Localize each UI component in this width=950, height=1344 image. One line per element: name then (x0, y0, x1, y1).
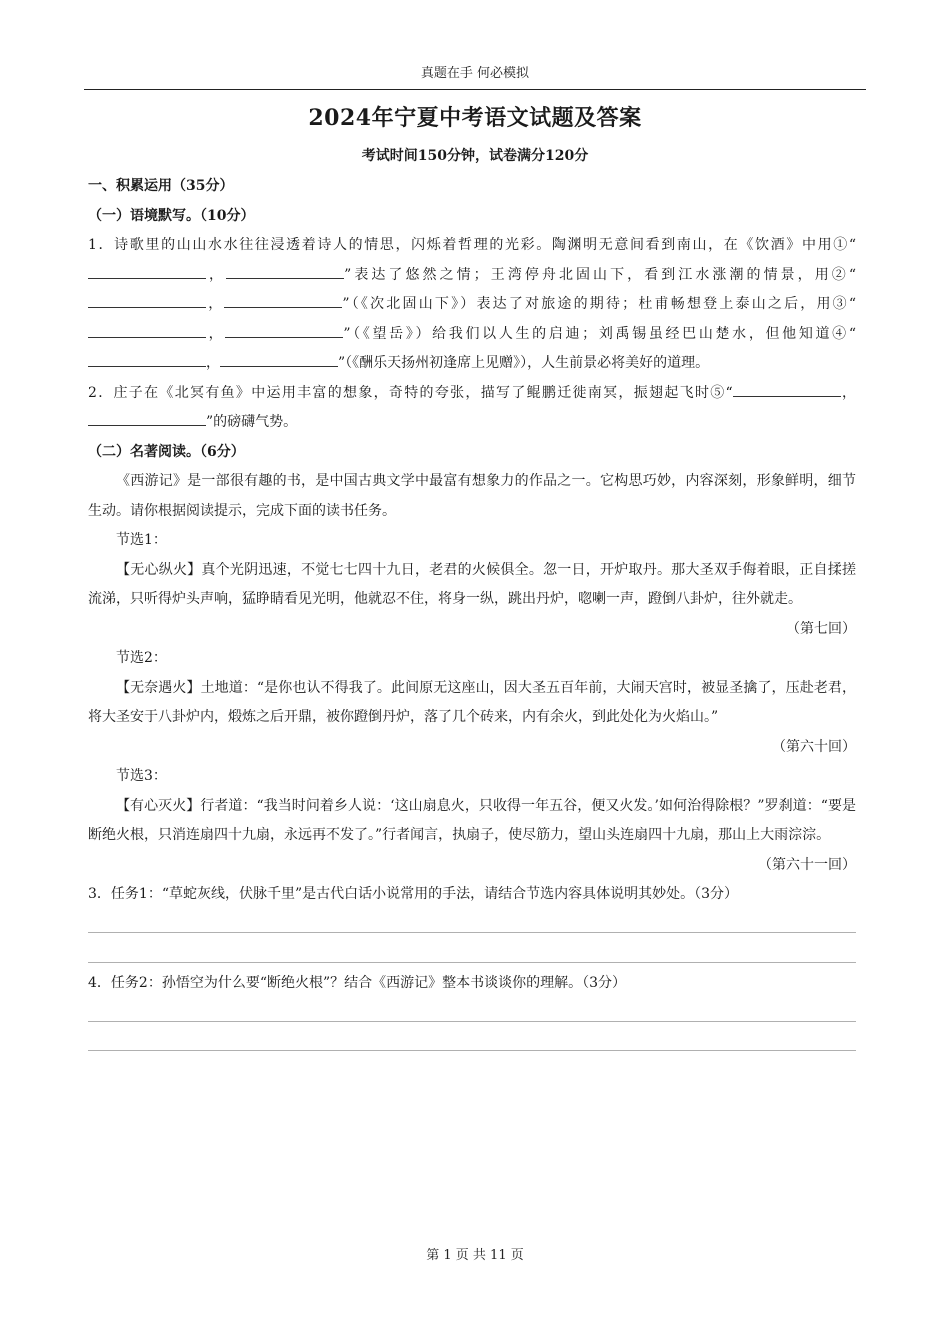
answer-blank[interactable] (88, 263, 206, 279)
question-2 (88, 379, 856, 438)
answer-line[interactable] (88, 939, 856, 969)
question-text: ， (840, 384, 857, 401)
question-3: 3．任务1：“草蛇灰线，伏脉千里”是古代白话小说常用的手法，请结合节选内容具体说明其妙处。（3分） (88, 886, 739, 902)
excerpt-text (88, 556, 856, 615)
answer-blank[interactable] (224, 292, 342, 308)
answer-blank[interactable] (88, 351, 206, 367)
exam-content (88, 172, 856, 1057)
section-heading: 一、积累运用（35分） (88, 178, 234, 194)
exam-title: 2024年宁夏中考语文试题及答案 (308, 105, 642, 131)
excerpt-tag: 【无奈遇火】 (116, 679, 201, 696)
excerpt-body: 行者道：“我当时问着乡人说：‘这山扇息火，只收得一年五谷，便又火发。’如何治得除根？”罗刹道：“要是断绝火根，只消连扇四十九扇，永远再不发了。”行者闻言，执扇子，使尽筋力，望山头连扇四十九扇，那山上大雨淙淙。 (88, 797, 857, 843)
question-1 (88, 231, 856, 379)
excerpt-label: 节选3： (116, 768, 167, 784)
question-text: ”（《望岳》）给我们以人生的启迪；刘禹锡虽经巴山楚水，但他知道④“ (343, 325, 856, 342)
page-footer: 第 1 页 共 11 页 (426, 1248, 524, 1263)
excerpt-text (88, 792, 856, 851)
question-text: ， (206, 355, 220, 371)
excerpt-text (88, 674, 856, 733)
question-text: ”的磅礴气势。 (206, 414, 298, 430)
excerpt-label: 节选1： (116, 532, 167, 548)
answer-line[interactable] (88, 1028, 856, 1058)
excerpt-label: 节选2： (116, 650, 167, 666)
exam-subtitle: 考试时间150分钟，试卷满分120分 (361, 148, 589, 164)
excerpt-source: （第六十回） (772, 738, 856, 755)
excerpt-body: 真个光阴迅速，不觉七七四十九日，老君的火候俱全。忽一日，开炉取丹。那大圣双手侮着眼，正自揉搓流涕，只听得炉头声响，猛睁睛看见光明，他就忍不住，将身一纵，跳出丹炉，唿喇一声，蹬倒八卦炉，往外就走。 (88, 561, 857, 607)
question-text: ， (206, 266, 227, 283)
question-text: 2．庄子在《北冥有鱼》中运用丰富的想象，奇特的夸张，描写了鲲鹏迁徙南冥，振翅起飞时⑤“ (88, 384, 733, 401)
excerpt-source: （第七回） (786, 620, 856, 637)
reading-intro: 《西游记》是一部很有趣的书，是中国古典文学中最富有想象力的作品之一。它构思巧妙，内容深刻，形象鲜明，细节生动。请你根据阅读提示，完成下面的读书任务。 (88, 473, 856, 519)
answer-blank[interactable] (226, 263, 344, 279)
answer-blank[interactable] (88, 322, 206, 338)
part-heading: （二）名著阅读。（6分） (88, 443, 245, 460)
page-header-slogan: 真题在手 何必模拟 (420, 66, 530, 81)
excerpt-body: 土地道：“是你也认不得我了。此间原无这座山，因大圣五百年前，大闹天宫时，被显圣擒了，压赴老君，将大圣安于八卦炉内，煅炼之后开鼎，被你蹬倒丹炉，落了几个砖来，内有余火，到此处化为火焰山。” (88, 679, 857, 725)
question-text: ”表达了悠然之情；王湾停舟北固山下，看到江水涨潮的情景，用②“ (344, 266, 856, 283)
question-text: ”（《次北固山下》）表达了对旅途的期待；杜甫畅想登上泰山之后，用③“ (342, 296, 857, 312)
answer-blank[interactable] (225, 322, 343, 338)
answer-blank[interactable] (88, 292, 206, 308)
question-text: ， (206, 325, 226, 342)
excerpt-tag: 【无心纵火】 (116, 561, 202, 578)
excerpt-tag: 【有心灭火】 (116, 797, 201, 814)
answer-blank[interactable] (733, 381, 787, 397)
question-text: 1．诗歌里的山山水水往往浸透着诗人的情思，闪烁着哲理的光彩。陶渊明无意间看到南山，在《饮酒》中用①“ (88, 237, 856, 253)
answer-blank[interactable] (220, 351, 338, 367)
answer-blank[interactable] (787, 381, 841, 397)
answer-line[interactable] (88, 910, 856, 940)
header-divider (84, 89, 866, 90)
question-text: ”（《酬乐天扬州初逢席上见赠》），人生前景必将美好的道理。 (338, 355, 710, 371)
question-4: 4．任务2：孙悟空为什么要“断绝火根”？结合《西游记》整本书谈谈你的理解。（3分） (88, 974, 627, 991)
answer-line[interactable] (88, 998, 856, 1028)
answer-blank[interactable] (88, 410, 206, 426)
excerpt-source: （第六十一回） (758, 856, 856, 873)
part-heading: （一）语境默写。（10分） (88, 207, 255, 224)
question-text: ， (206, 296, 225, 312)
